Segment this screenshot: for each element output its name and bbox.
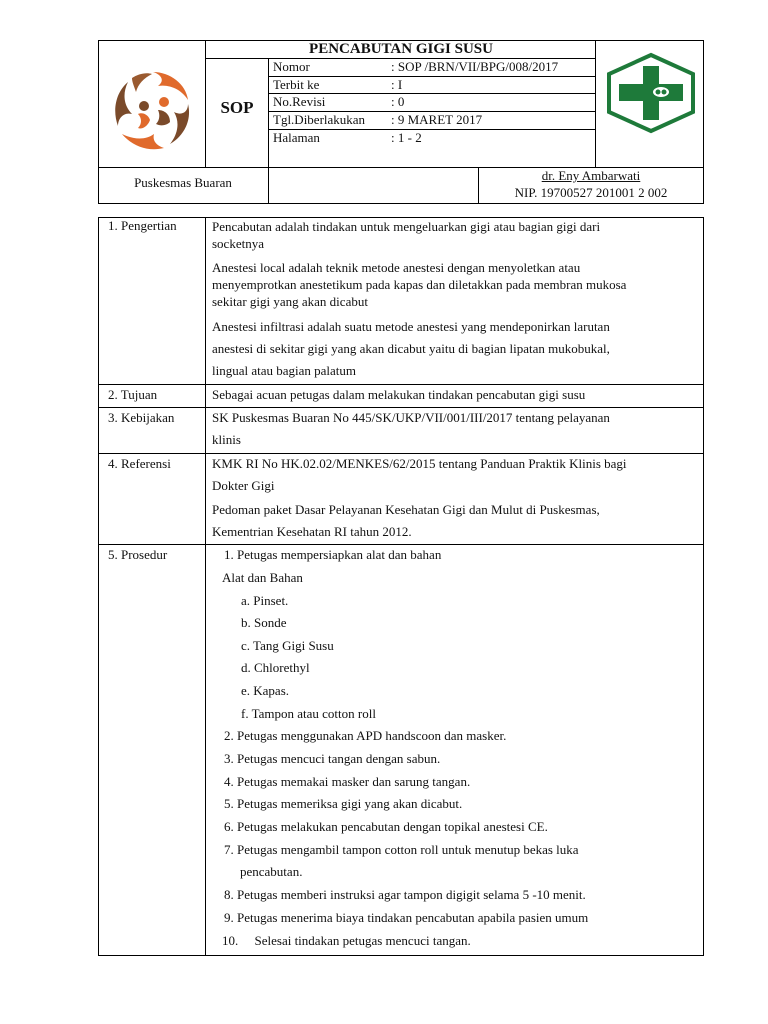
pengertian-line: anestesi di sekitar gigi yang akan dicabut yaitu di bagian lipatan mukobukal, [212,341,610,356]
prosedur-step: 6. Petugas melakukan pencabutan dengan topikal anestesi CE. [224,819,548,834]
alat-item: d. Chlorethyl [241,660,310,675]
referensi-line: Dokter Gigi [212,478,275,493]
meta-key: Halaman [273,130,320,145]
prosedur-step: 8. Petugas memberi instruksi agar tampon digigit selama 5 -10 menit. [224,887,586,902]
sop-label: SOP [220,98,254,117]
referensi-line: Kementrian Kesehatan RI tahun 2012. [212,524,412,539]
signer-name: dr. Eny Ambarwati [541,168,641,183]
divider [268,58,269,204]
divider [98,544,704,545]
pengertian-line: lingual atau bagian palatum [212,363,357,378]
section-label-referensi: 4. Referensi [108,456,171,471]
divider [98,453,704,454]
alat-item: b. Sonde [241,615,287,630]
prosedur-step: 4. Petugas memakai masker dan sarung tangan. [224,774,471,789]
prosedur-step: 9. Petugas menerima biaya tindakan pencabutan apabila pasien umum [224,910,589,925]
meta-row-tanggal [273,111,595,129]
meta-row-nomor [273,58,595,76]
divider [595,40,596,167]
prosedur-step: 1. Petugas mempersiapkan alat dan bahan [224,547,442,562]
kebijakan-line: klinis [212,432,241,447]
meta-value: : 1 - 2 [391,130,422,145]
meta-key: No.Revisi [273,94,326,109]
prosedur-step: 7. Petugas mengambil tampon cotton roll untuk menutup bekas luka [224,842,579,857]
meta-value: : SOP /BRN/VII/BPG/008/2017 [391,59,559,74]
prosedur-step: 10. Selesai tindakan petugas mencuci tangan. [222,933,471,948]
kebijakan-line: SK Puskesmas Buaran No 445/SK/UKP/VII/001/III/2017 tentang pelayanan [212,410,610,425]
section-label-kebijakan: 3. Kebijakan [108,410,175,425]
meta-value: : 9 MARET 2017 [391,112,483,127]
alat-item: a. Pinset. [241,593,289,608]
prosedur-step: 3. Petugas mencuci tangan dengan sabun. [224,751,441,766]
meta-row-halaman [273,129,595,147]
green-cross-logo-icon [605,52,697,134]
meta-key: Terbit ke [273,77,320,92]
meta-row-revisi [273,93,595,111]
alat-item: e. Kapas. [241,683,290,698]
pengertian-line: menyemprotkan anestetikum pada kapas dan diletakkan pada membran mukosa [212,277,627,292]
org-name: Puskesmas Buaran [134,175,232,190]
referensi-line: Pedoman paket Dasar Pelayanan Kesehatan Gigi dan Mulut di Puskesmas, [212,502,600,517]
section-label-pengertian: 1. Pengertian [108,218,177,233]
referensi-line: KMK RI No HK.02.02/MENKES/62/2015 tentang Panduan Praktik Klinis bagi [212,456,627,471]
meta-value: : I [391,77,403,92]
meta-key: Nomor [273,59,310,74]
signature-block [478,167,704,201]
section-label-prosedur: 5. Prosedur [108,547,168,562]
document-title: PENCABUTAN GIGI SUSU [309,41,493,57]
signer-nip: NIP. 19700527 201001 2 002 [514,185,668,200]
alat-bahan-heading: Alat dan Bahan [222,570,303,585]
prosedur-step-continuation: pencabutan. [240,864,303,879]
pengertian-line: Anestesi infiltrasi adalah suatu metode anestesi yang mendeponirkan larutan [212,319,610,334]
flame-circle-logo-icon [108,64,198,154]
divider [98,407,704,408]
pengertian-line: sekitar gigi yang akan dicabut [212,294,368,309]
divider [205,217,206,956]
prosedur-step: 5. Petugas memeriksa gigi yang akan dicabut. [224,796,463,811]
meta-value: : 0 [391,94,405,109]
meta-row-terbit [273,76,595,94]
alat-item: c. Tang Gigi Susu [241,638,334,653]
tujuan-text: Sebagai acuan petugas dalam melakukan tindakan pencabutan gigi susu [212,387,586,402]
pengertian-line: Pencabutan adalah tindakan untuk mengeluarkan gigi atau bagian gigi dari [212,219,601,234]
section-label-tujuan: 2. Tujuan [108,387,158,402]
pengertian-line: Anestesi local adalah teknik metode anestesi dengan menyoletkan atau [212,260,581,275]
meta-key: Tgl.Diberlakukan [273,112,366,127]
divider [98,384,704,385]
prosedur-step: 2. Petugas menggunakan APD handscoon dan masker. [224,728,507,743]
alat-item: f. Tampon atau cotton roll [241,706,376,721]
pengertian-line: socketnya [212,236,264,251]
